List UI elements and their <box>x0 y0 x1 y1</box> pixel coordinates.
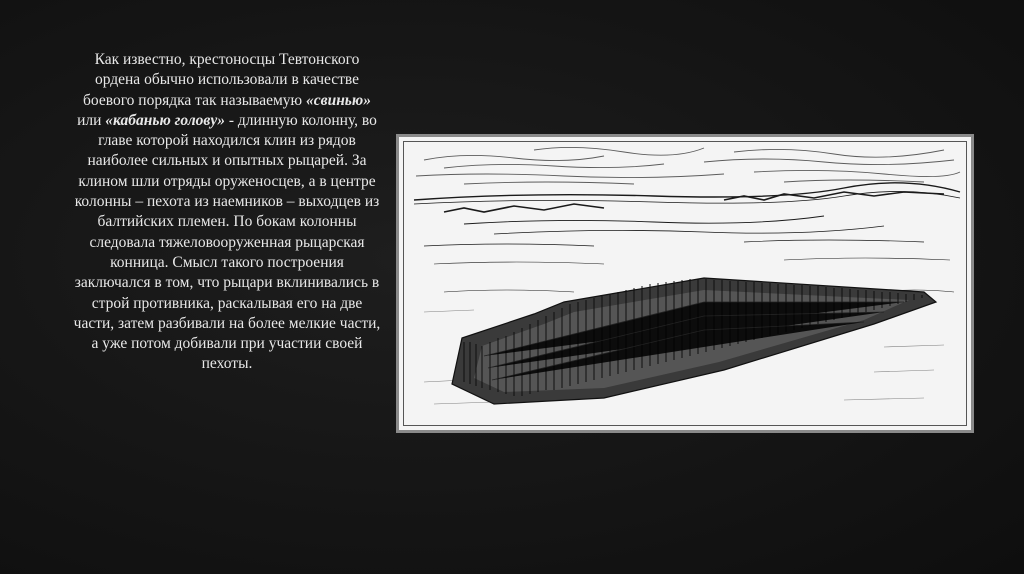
body-text-part-2: или <box>77 111 106 129</box>
illustration-frame <box>396 134 974 433</box>
body-text-part-3: - длинную колонну, во главе которой находился клин из рядов наиболее сильных и опытных рыцарей. За клином шли отряды оруженосцев, а в центре колонны – пехота из наемников – выходцев из балтийских племен. По бокам колонны следовала тяжеловооруженная рыцарская конница. Смысл такого построения заключался в том, что рыцари вклинивались в строй противника, раскалывая его на две части, затем разбивали на более мелкие части, а уже потом добивали при участии своей пехоты. <box>73 111 381 373</box>
body-text <box>72 50 382 375</box>
wedge-formation-illustration <box>404 142 966 425</box>
term-kabanya-golova: «кабанью голову» <box>105 111 225 129</box>
term-svinya: «свинью» <box>306 91 371 109</box>
body-text-part-1: Как известно, крестоносцы Тевтонского ордена обычно использовали в качестве боевого порядка так называемую <box>83 51 360 109</box>
